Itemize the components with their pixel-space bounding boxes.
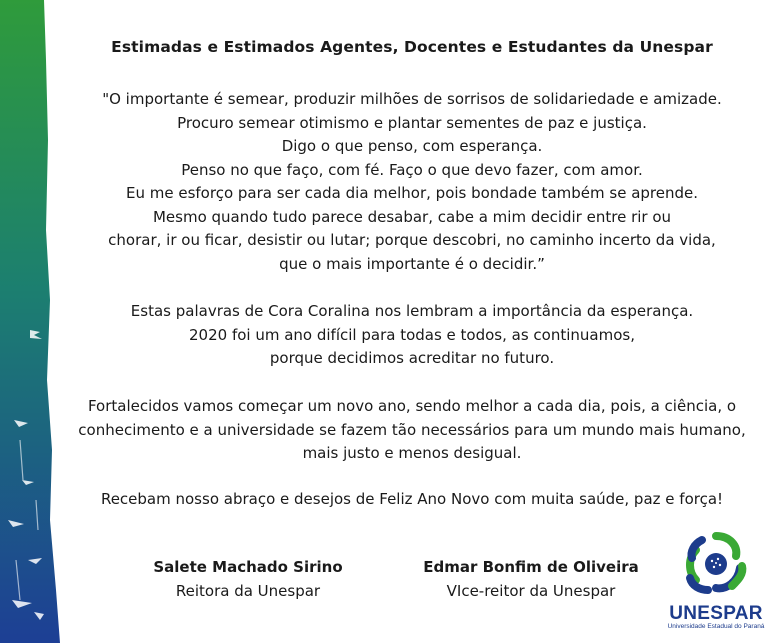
brush-stroke-decoration [0, 0, 64, 643]
signature-role: VIce-reitor da Unespar [446, 582, 616, 600]
paragraph-line: mais justo e menos desigual. [302, 444, 522, 462]
quote-line: Digo o que penso, com esperança. [281, 137, 543, 155]
quote-line: chorar, ir ou ficar, desistir ou lutar; porque descobri, no caminho incerto da vida, [108, 231, 716, 249]
paragraph-line: 2020 foi um ano difícil para todas e todos, as continuamos, [189, 325, 635, 344]
paragraph-line: Estas palavras de Cora Coralina nos lembram a importância da esperança. [130, 302, 694, 320]
paragraph-line: Recebam nosso abraço e desejos de Feliz Ano Novo com muita saúde, paz e força! [100, 490, 724, 508]
quote-paragraph [70, 88, 754, 276]
greeting-paragraph [70, 488, 754, 512]
unespar-logo [666, 528, 766, 638]
quote-line: Eu me esforço para ser cada dia melhor, pois bondade também se aprende. [126, 184, 698, 202]
quote-line: Procuro semear otimismo e plantar sementes de paz e justiça. [177, 113, 647, 132]
quote-line: Mesmo quando tudo parece desabar, cabe a mim decidir entre rir ou [152, 207, 672, 226]
signature-name: Edmar Bonfim de Oliveira [423, 558, 639, 576]
quote-line: "O importante é semear, produzir milhões de sorrisos de solidariedade e amizade. [102, 90, 722, 108]
letter-title: Estimadas e Estimados Agentes, Docentes e Estudantes da Unespar [111, 38, 713, 56]
paragraph-line: Fortalecidos vamos começar um novo ano, sendo melhor a cada dia, pois, a ciência, o [87, 397, 737, 415]
signature-role: Reitora da Unespar [175, 582, 321, 600]
paragraph-line: conhecimento e a universidade se fazem tão necessários para um mundo mais humano, [78, 420, 746, 439]
signature-rector [128, 555, 368, 603]
logo-name: UNESPAR [669, 603, 763, 624]
unespar-emblem-icon [680, 528, 752, 600]
logo-subtitle: Universidade Estadual do Paraná [667, 623, 765, 630]
future-paragraph [70, 395, 754, 466]
paragraph-line: porque decidimos acreditar no futuro. [269, 349, 555, 367]
hope-paragraph [70, 300, 754, 371]
quote-line: Penso no que faço, com fé. Faço o que devo fazer, com amor. [181, 160, 643, 179]
signature-vice-rector [411, 555, 651, 603]
quote-line: que o mais importante é o decidir.” [279, 254, 545, 273]
signature-name: Salete Machado Sirino [153, 558, 343, 576]
